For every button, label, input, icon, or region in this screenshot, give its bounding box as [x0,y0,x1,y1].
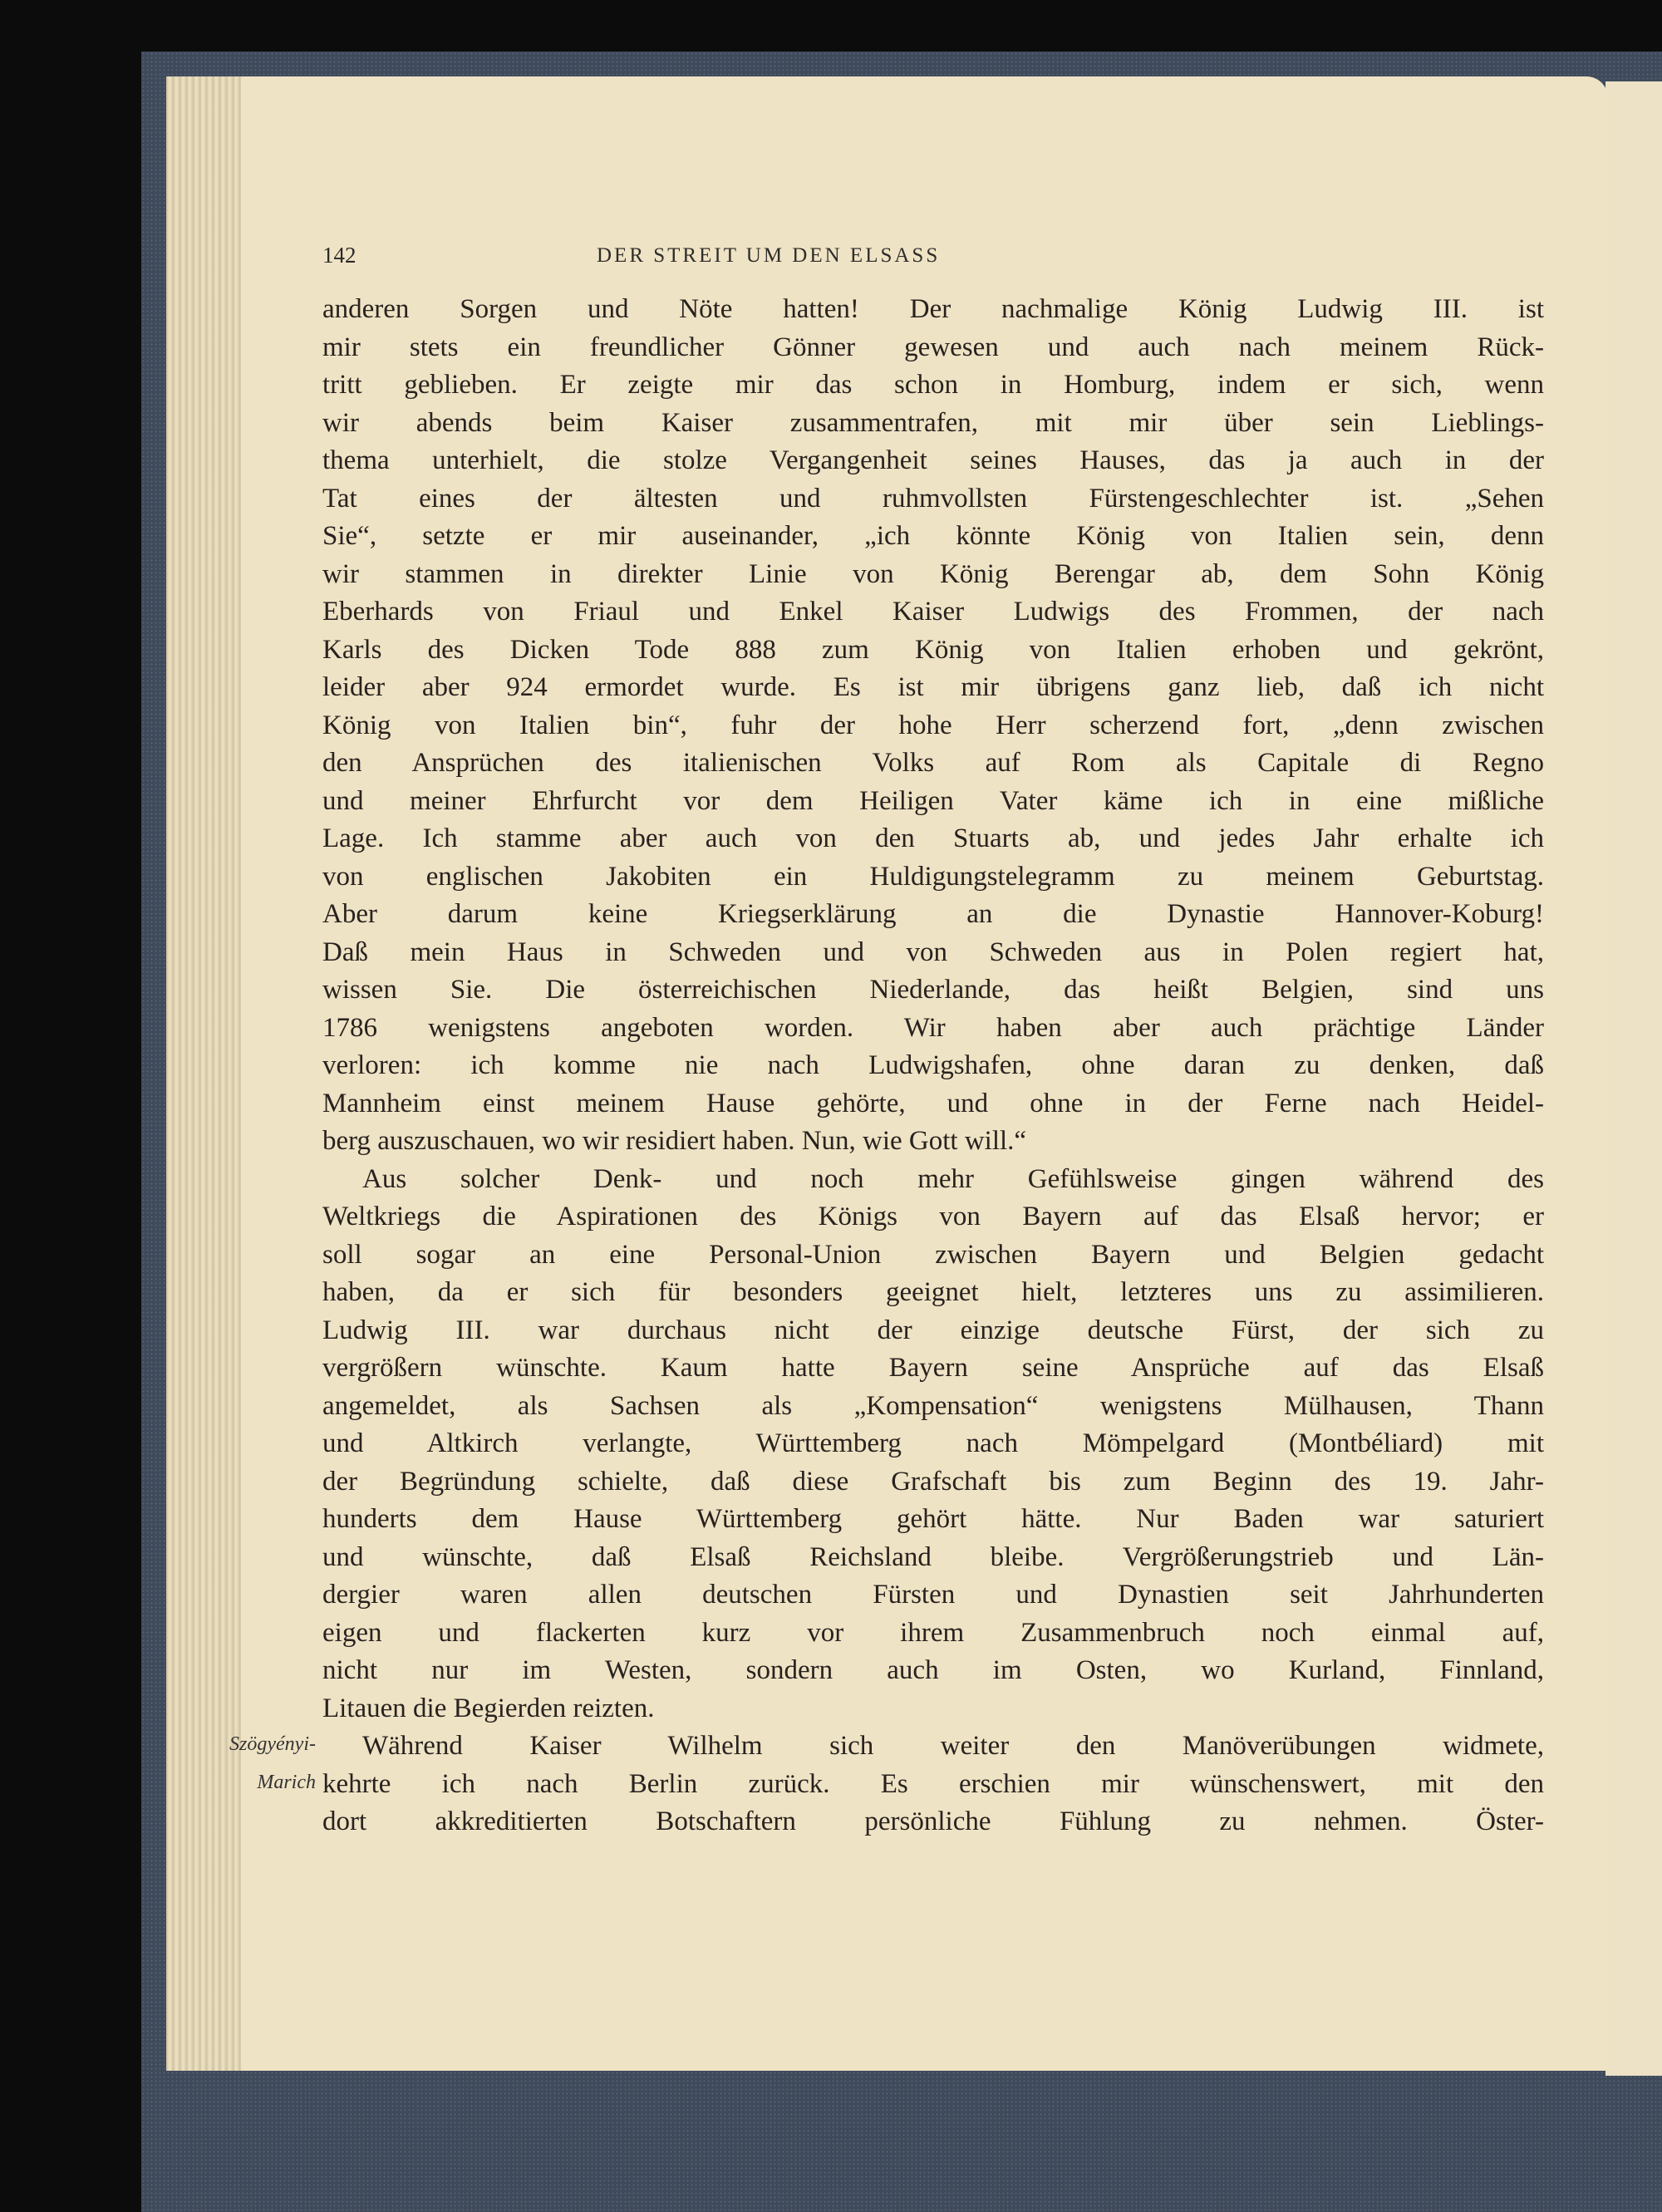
text-line: den Ansprüchen des italienischen Volks auf Rom als Capitale di Regno [322,748,1544,778]
text-line: leider aber 924 ermordet wurde. Es ist mir übrigens ganz lieb, daß ich nicht [322,672,1544,702]
text-line: wir abends beim Kaiser zusammentrafen, mit mir über sein Lieblings- [322,407,1544,438]
text-line: 1786 wenigstens angeboten worden. Wir haben aber auch prächtige Länder [322,1012,1544,1043]
margin-note-line: Marich [257,1771,316,1793]
text-line: Lage. Ich stamme aber auch von den Stuarts ab, und jedes Jahr erhalte ich [322,823,1544,853]
text-line: Eberhards von Friaul und Enkel Kaiser Ludwigs des Frommen, der nach [322,597,1544,627]
text-line: Karls des Dicken Tode 888 zum König von Italien erhoben und gekrönt, [322,634,1544,665]
text-line: Mannheim einst meinem Hause gehörte, und ohne in der Ferne nach Heidel- [322,1088,1544,1118]
text-line: wissen Sie. Die österreichischen Niederlande, das heißt Belgien, sind uns [322,975,1544,1005]
text-line: Litauen die Begierden reizten. [322,1693,655,1723]
text-line: hunderts dem Hause Württemberg gehört hätte. Nur Baden war saturiert [322,1504,1544,1534]
text-line: tritt geblieben. Er zeigte mir das schon in Homburg, indem er sich, wenn [322,370,1544,400]
text-line: dort akkreditierten Botschaftern persönliche Fühlung zu nehmen. Öster- [322,1806,1544,1836]
text-line: haben, da er sich für besonders geeignet hielt, letzteres uns zu assimilieren. [322,1277,1544,1307]
text-line: Weltkriegs die Aspirationen des Königs von Bayern auf das Elsaß hervor; er [322,1202,1544,1231]
text-line: Ludwig III. war durchaus nicht der einzige deutsche Fürst, der sich zu [322,1315,1544,1345]
chapter-title: DER STREIT UM DEN ELSASS [597,244,941,267]
text-line: nicht nur im Westen, sondern auch im Osten, wo Kurland, Finnland, [322,1655,1544,1685]
text-line: angemeldet, als Sachsen als „Kompensation“ wenigstens Mülhausen, Thann [322,1390,1544,1421]
text-line: vergrößern wünschte. Kaum hatte Bayern seine Ansprüche auf das Elsaß [322,1353,1544,1383]
text-line: thema unterhielt, die stolze Vergangenheit seines Hauses, das ja auch in der [322,445,1544,475]
margin-note-line: Szögyényi- [229,1733,316,1755]
text-line: Tat eines der ältesten und ruhmvollsten Fürstengeschlechter ist. „Sehen [322,483,1544,514]
text-line: und meiner Ehrfurcht vor dem Heiligen Vater käme ich in eine mißliche [322,785,1544,816]
text-line: mir stets ein freundlicher Gönner gewesen und auch nach meinem Rück- [322,332,1544,362]
facing-page-edge [1605,81,1662,2076]
text-line: Aus solcher Denk- und noch mehr Gefühlsweise gingen während des [362,1163,1544,1194]
text-line: eigen und flackerten kurz vor ihrem Zusammenbruch noch einmal auf, [322,1617,1544,1648]
text-line: soll sogar an eine Personal-Union zwischen Bayern und Belgien gedacht [322,1239,1544,1270]
text-line: und Altkirch verlangte, Württemberg nach Mömpelgard (Montbéliard) mit [322,1428,1544,1458]
text-line: wir stammen in direkter Linie von König Berengar ab, dem Sohn König [322,558,1544,589]
text-line: verloren: ich komme nie nach Ludwigshafen, ohne daran zu denken, daß [322,1050,1544,1080]
body-text [322,291,1544,1841]
text-line: der Begründung schielte, daß diese Grafschaft bis zum Beginn des 19. Jahr- [322,1466,1544,1497]
text-line: Während Kaiser Wilhelm sich weiter den Manöverübungen widmete, [362,1731,1544,1761]
text-line: kehrte ich nach Berlin zurück. Es erschien mir wünschenswert, mit den [322,1768,1544,1799]
page-number: 142 [322,243,356,268]
text-line: Aber darum keine Kriegserklärung an die Dynastie Hannover-Koburg! [322,899,1544,929]
text-line: von englischen Jakobiten ein Huldigungstelegramm zu meinem Geburtstag. [322,861,1544,892]
margin-note [199,1726,316,1802]
text-line: und wünschte, daß Elsaß Reichsland bleibe. Vergrößerungstrieb und Län- [322,1541,1544,1572]
text-line: König von Italien bin“, fuhr der hohe Herr scherzend fort, „denn zwischen [322,710,1544,740]
text-line: Sie“, setzte er mir auseinander, „ich könnte König von Italien sein, denn [322,521,1544,551]
text-line: berg auszuschauen, wo wir residiert haben. Nun, wie Gott will.“ [322,1126,1027,1156]
text-line: anderen Sorgen und Nöte hatten! Der nachmalige König Ludwig III. ist [322,294,1544,324]
text-line: Daß mein Haus in Schweden und von Schweden aus in Polen regiert hat, [322,936,1544,967]
text-line: dergier waren allen deutschen Fürsten und Dynastien seit Jahrhunderten [322,1580,1544,1610]
